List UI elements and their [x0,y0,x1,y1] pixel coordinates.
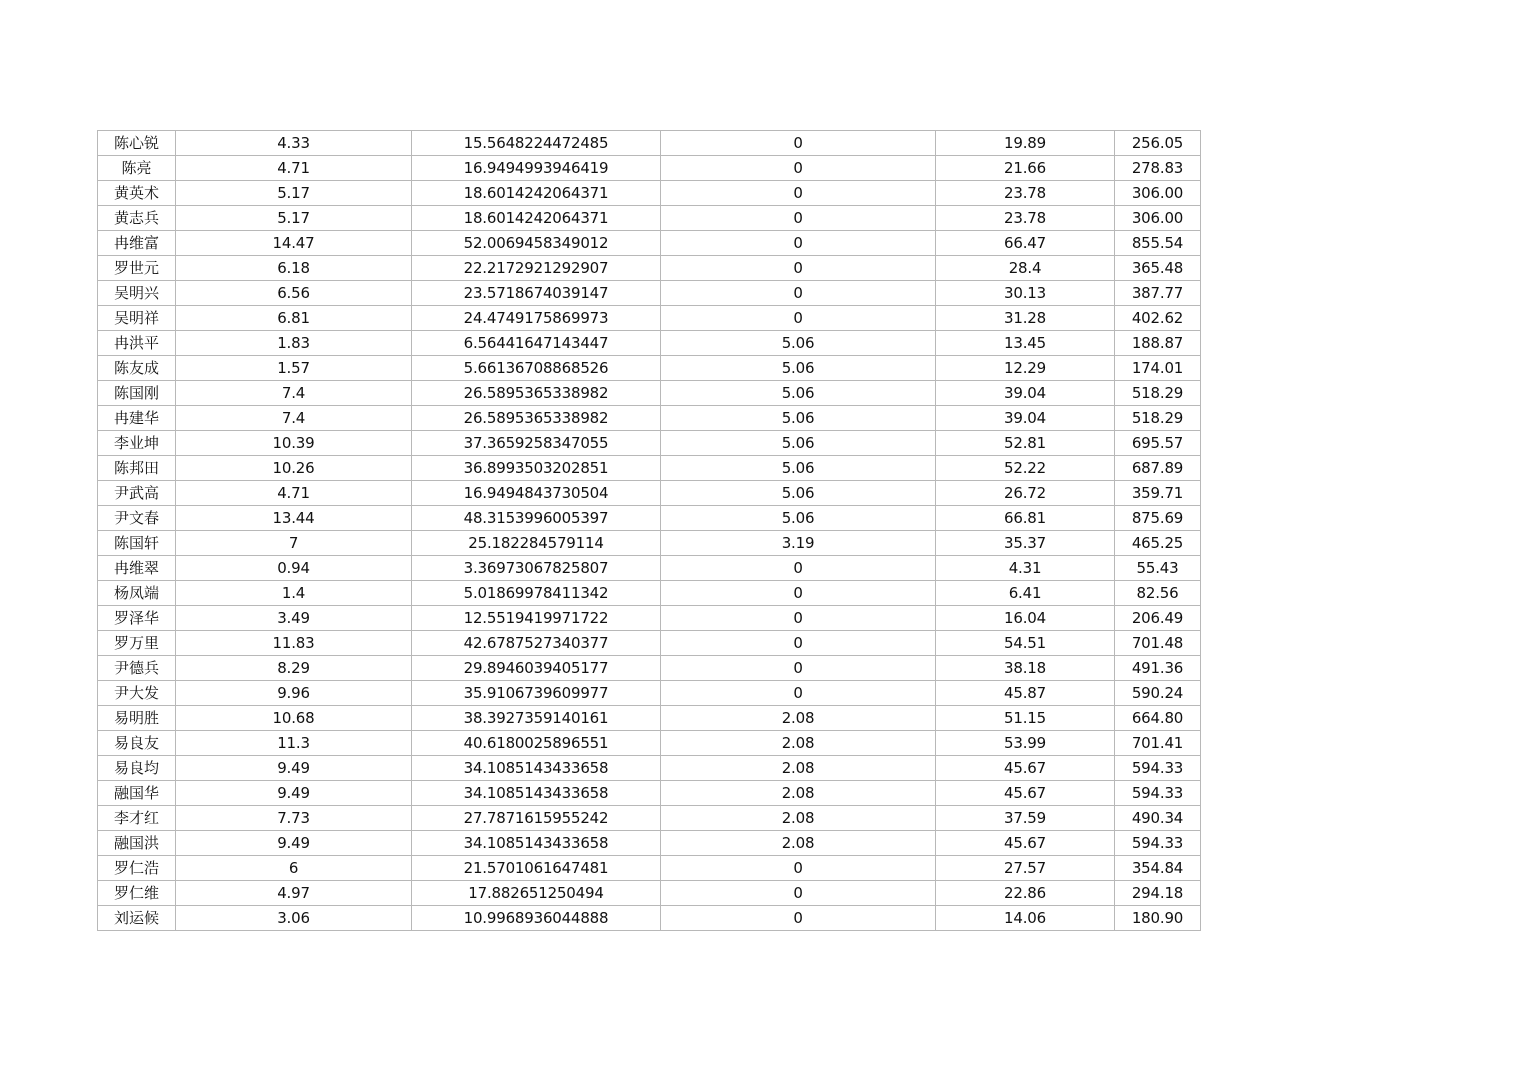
name-cell: 陈国刚 [98,381,176,406]
value-cell-2: 26.5895365338982 [412,381,661,406]
name-cell: 易良均 [98,756,176,781]
value-cell-4: 39.04 [936,381,1115,406]
value-cell-5: 294.18 [1115,881,1201,906]
value-cell-4: 6.41 [936,581,1115,606]
value-cell-2: 52.0069458349012 [412,231,661,256]
value-cell-2: 27.7871615955242 [412,806,661,831]
table-row [98,631,1201,656]
table-row [98,681,1201,706]
table-row [98,756,1201,781]
value-cell-3: 0 [661,231,936,256]
value-cell-2: 3.36973067825807 [412,556,661,581]
value-cell-5: 306.00 [1115,181,1201,206]
name-cell: 李才红 [98,806,176,831]
value-cell-5: 188.87 [1115,331,1201,356]
value-cell-1: 6.81 [176,306,412,331]
value-cell-3: 0 [661,181,936,206]
name-cell: 罗仁浩 [98,856,176,881]
table-row [98,656,1201,681]
value-cell-1: 1.4 [176,581,412,606]
table-row [98,581,1201,606]
value-cell-3: 5.06 [661,456,936,481]
value-cell-5: 664.80 [1115,706,1201,731]
value-cell-3: 0 [661,581,936,606]
name-cell: 冉维富 [98,231,176,256]
value-cell-4: 13.45 [936,331,1115,356]
value-cell-1: 6 [176,856,412,881]
value-cell-4: 45.67 [936,756,1115,781]
value-cell-2: 25.182284579114 [412,531,661,556]
value-cell-5: 491.36 [1115,656,1201,681]
table-row [98,206,1201,231]
name-cell: 冉维翠 [98,556,176,581]
name-cell: 黄英术 [98,181,176,206]
value-cell-2: 18.6014242064371 [412,181,661,206]
value-cell-5: 306.00 [1115,206,1201,231]
value-cell-2: 26.5895365338982 [412,406,661,431]
value-cell-2: 34.1085143433658 [412,831,661,856]
value-cell-2: 17.882651250494 [412,881,661,906]
value-cell-1: 9.49 [176,756,412,781]
table-row [98,531,1201,556]
value-cell-5: 518.29 [1115,381,1201,406]
name-cell: 杨凤端 [98,581,176,606]
name-cell: 黄志兵 [98,206,176,231]
value-cell-1: 5.17 [176,181,412,206]
table-row [98,131,1201,156]
value-cell-2: 38.3927359140161 [412,706,661,731]
value-cell-2: 37.3659258347055 [412,431,661,456]
value-cell-1: 4.97 [176,881,412,906]
table-row [98,781,1201,806]
value-cell-4: 37.59 [936,806,1115,831]
table-row [98,356,1201,381]
name-cell: 陈亮 [98,156,176,181]
value-cell-4: 12.29 [936,356,1115,381]
value-cell-2: 6.56441647143447 [412,331,661,356]
value-cell-2: 16.9494993946419 [412,156,661,181]
value-cell-3: 2.08 [661,706,936,731]
value-cell-1: 3.06 [176,906,412,931]
value-cell-4: 38.18 [936,656,1115,681]
value-cell-4: 66.81 [936,506,1115,531]
value-cell-3: 5.06 [661,331,936,356]
value-cell-2: 21.5701061647481 [412,856,661,881]
value-cell-2: 35.9106739609977 [412,681,661,706]
value-cell-1: 10.26 [176,456,412,481]
table-row [98,856,1201,881]
value-cell-3: 0 [661,631,936,656]
value-cell-4: 23.78 [936,206,1115,231]
value-cell-4: 16.04 [936,606,1115,631]
value-cell-2: 22.2172921292907 [412,256,661,281]
value-cell-2: 16.9494843730504 [412,481,661,506]
table-row [98,706,1201,731]
name-cell: 冉洪平 [98,331,176,356]
value-cell-5: 490.34 [1115,806,1201,831]
table-row [98,881,1201,906]
value-cell-1: 5.17 [176,206,412,231]
value-cell-2: 18.6014242064371 [412,206,661,231]
value-cell-5: 518.29 [1115,406,1201,431]
value-cell-5: 256.05 [1115,131,1201,156]
value-cell-4: 21.66 [936,156,1115,181]
value-cell-1: 9.49 [176,781,412,806]
name-cell: 陈国轩 [98,531,176,556]
value-cell-3: 5.06 [661,356,936,381]
value-cell-4: 28.4 [936,256,1115,281]
value-cell-5: 278.83 [1115,156,1201,181]
value-cell-3: 5.06 [661,381,936,406]
value-cell-5: 590.24 [1115,681,1201,706]
value-cell-5: 687.89 [1115,456,1201,481]
table-body [98,131,1201,931]
value-cell-5: 594.33 [1115,831,1201,856]
name-cell: 罗万里 [98,631,176,656]
table-row [98,281,1201,306]
name-cell: 罗世元 [98,256,176,281]
value-cell-1: 4.71 [176,481,412,506]
value-cell-1: 10.68 [176,706,412,731]
value-cell-4: 23.78 [936,181,1115,206]
name-cell: 易明胜 [98,706,176,731]
value-cell-5: 855.54 [1115,231,1201,256]
value-cell-3: 0 [661,306,936,331]
value-cell-2: 23.5718674039147 [412,281,661,306]
table-row [98,406,1201,431]
value-cell-5: 701.48 [1115,631,1201,656]
value-cell-3: 5.06 [661,431,936,456]
name-cell: 李业坤 [98,431,176,456]
value-cell-4: 26.72 [936,481,1115,506]
value-cell-1: 6.18 [176,256,412,281]
name-cell: 吴明祥 [98,306,176,331]
table-row [98,481,1201,506]
value-cell-5: 354.84 [1115,856,1201,881]
value-cell-3: 0 [661,256,936,281]
value-cell-4: 19.89 [936,131,1115,156]
name-cell: 尹德兵 [98,656,176,681]
value-cell-3: 0 [661,881,936,906]
value-cell-1: 11.83 [176,631,412,656]
value-cell-4: 53.99 [936,731,1115,756]
name-cell: 罗泽华 [98,606,176,631]
value-cell-5: 365.48 [1115,256,1201,281]
value-cell-5: 875.69 [1115,506,1201,531]
value-cell-3: 2.08 [661,781,936,806]
table-row [98,331,1201,356]
value-cell-1: 11.3 [176,731,412,756]
name-cell: 尹文春 [98,506,176,531]
value-cell-2: 34.1085143433658 [412,756,661,781]
value-cell-5: 174.01 [1115,356,1201,381]
table-row [98,731,1201,756]
value-cell-1: 6.56 [176,281,412,306]
value-cell-5: 206.49 [1115,606,1201,631]
value-cell-3: 2.08 [661,806,936,831]
value-cell-1: 1.83 [176,331,412,356]
value-cell-4: 45.67 [936,781,1115,806]
name-cell: 易良友 [98,731,176,756]
value-cell-4: 52.81 [936,431,1115,456]
value-cell-4: 54.51 [936,631,1115,656]
value-cell-5: 594.33 [1115,781,1201,806]
name-cell: 融国华 [98,781,176,806]
value-cell-3: 2.08 [661,831,936,856]
value-cell-2: 40.6180025896551 [412,731,661,756]
value-cell-5: 180.90 [1115,906,1201,931]
value-cell-1: 14.47 [176,231,412,256]
table-row [98,256,1201,281]
value-cell-1: 9.49 [176,831,412,856]
table-row [98,231,1201,256]
value-cell-3: 2.08 [661,756,936,781]
value-cell-3: 5.06 [661,481,936,506]
value-cell-4: 51.15 [936,706,1115,731]
value-cell-5: 55.43 [1115,556,1201,581]
value-cell-4: 27.57 [936,856,1115,881]
value-cell-3: 0 [661,606,936,631]
value-cell-4: 45.87 [936,681,1115,706]
value-cell-4: 35.37 [936,531,1115,556]
value-cell-3: 0 [661,856,936,881]
value-cell-2: 48.3153996005397 [412,506,661,531]
name-cell: 冉建华 [98,406,176,431]
value-cell-1: 4.33 [176,131,412,156]
value-cell-1: 4.71 [176,156,412,181]
table-row [98,806,1201,831]
table-row [98,381,1201,406]
value-cell-4: 39.04 [936,406,1115,431]
value-cell-3: 3.19 [661,531,936,556]
value-cell-1: 0.94 [176,556,412,581]
value-cell-4: 31.28 [936,306,1115,331]
value-cell-4: 52.22 [936,456,1115,481]
value-cell-3: 0 [661,906,936,931]
name-cell: 融国洪 [98,831,176,856]
value-cell-5: 465.25 [1115,531,1201,556]
value-cell-5: 701.41 [1115,731,1201,756]
value-cell-1: 7 [176,531,412,556]
table-row [98,906,1201,931]
table-row [98,456,1201,481]
table-row [98,606,1201,631]
value-cell-4: 22.86 [936,881,1115,906]
value-cell-2: 34.1085143433658 [412,781,661,806]
value-cell-1: 9.96 [176,681,412,706]
value-cell-2: 12.5519419971722 [412,606,661,631]
value-cell-4: 4.31 [936,556,1115,581]
value-cell-5: 387.77 [1115,281,1201,306]
table-row [98,156,1201,181]
value-cell-1: 7.4 [176,381,412,406]
value-cell-3: 0 [661,656,936,681]
value-cell-3: 2.08 [661,731,936,756]
name-cell: 尹大发 [98,681,176,706]
value-cell-2: 5.01869978411342 [412,581,661,606]
value-cell-1: 7.73 [176,806,412,831]
name-cell: 罗仁维 [98,881,176,906]
value-cell-1: 1.57 [176,356,412,381]
value-cell-1: 13.44 [176,506,412,531]
value-cell-4: 66.47 [936,231,1115,256]
value-cell-2: 5.66136708868526 [412,356,661,381]
value-cell-2: 10.9968936044888 [412,906,661,931]
value-cell-4: 45.67 [936,831,1115,856]
name-cell: 刘运候 [98,906,176,931]
value-cell-3: 0 [661,556,936,581]
value-cell-3: 0 [661,206,936,231]
name-cell: 吴明兴 [98,281,176,306]
table-row [98,306,1201,331]
value-cell-5: 402.62 [1115,306,1201,331]
value-cell-2: 36.8993503202851 [412,456,661,481]
value-cell-5: 359.71 [1115,481,1201,506]
value-cell-3: 0 [661,281,936,306]
value-cell-2: 42.6787527340377 [412,631,661,656]
value-cell-2: 15.5648224472485 [412,131,661,156]
value-cell-2: 24.4749175869973 [412,306,661,331]
table-row [98,506,1201,531]
value-cell-3: 0 [661,131,936,156]
value-cell-4: 30.13 [936,281,1115,306]
name-cell: 陈心锐 [98,131,176,156]
value-cell-1: 8.29 [176,656,412,681]
table-row [98,556,1201,581]
value-cell-3: 5.06 [661,506,936,531]
value-cell-1: 3.49 [176,606,412,631]
table-row [98,181,1201,206]
value-cell-5: 594.33 [1115,756,1201,781]
value-cell-2: 29.8946039405177 [412,656,661,681]
data-table [97,130,1201,931]
value-cell-5: 695.57 [1115,431,1201,456]
name-cell: 陈友成 [98,356,176,381]
value-cell-3: 0 [661,681,936,706]
value-cell-4: 14.06 [936,906,1115,931]
spreadsheet-page [97,130,1201,931]
name-cell: 尹武高 [98,481,176,506]
table-row [98,831,1201,856]
value-cell-1: 10.39 [176,431,412,456]
value-cell-1: 7.4 [176,406,412,431]
name-cell: 陈邦田 [98,456,176,481]
table-row [98,431,1201,456]
value-cell-3: 5.06 [661,406,936,431]
value-cell-3: 0 [661,156,936,181]
value-cell-5: 82.56 [1115,581,1201,606]
